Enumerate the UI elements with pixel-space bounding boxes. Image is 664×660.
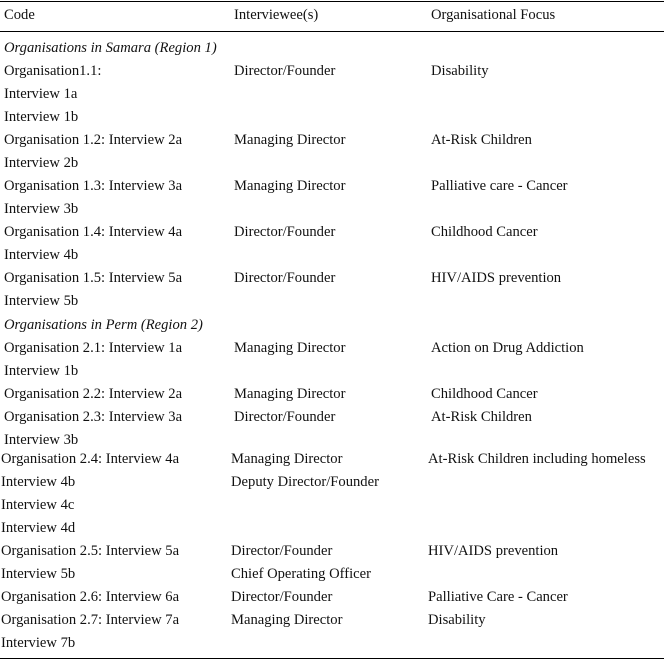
row-code: Organisation 1.5: Interview 5a — [4, 270, 183, 286]
row-interviewee: Director/Founder — [234, 224, 336, 240]
row-interviewee: Managing Director — [231, 612, 343, 628]
row-focus: At-Risk Children including homeless — [428, 451, 646, 467]
row-interviewee: Chief Operating Officer — [231, 566, 371, 582]
row-code: Interview 5b — [4, 293, 79, 309]
row-interviewee: Director/Founder — [234, 270, 336, 286]
row-code: Interview 1b — [4, 109, 79, 125]
row-code: Organisation1.1: — [4, 63, 102, 79]
table-header-rule — [0, 31, 664, 32]
section-title-perm: Organisations in Perm (Region 2) — [4, 317, 203, 333]
row-interviewee: Director/Founder — [231, 589, 333, 605]
row-focus: At-Risk Children — [431, 132, 532, 148]
row-interviewee: Deputy Director/Founder — [231, 474, 379, 490]
row-focus: Disability — [431, 63, 489, 79]
row-code: Interview 4b — [4, 247, 79, 263]
section-title-samara: Organisations in Samara (Region 1) — [4, 40, 217, 56]
row-focus: HIV/AIDS prevention — [431, 270, 562, 286]
row-focus: Childhood Cancer — [431, 224, 538, 240]
row-code: Organisation 1.4: Interview 4a — [4, 224, 183, 240]
row-interviewee: Managing Director — [234, 132, 346, 148]
row-code: Interview 3b — [4, 432, 79, 448]
row-code: Organisation 1.2: Interview 2a — [4, 132, 183, 148]
row-code: Organisation 2.1: Interview 1a — [4, 340, 183, 356]
header-interviewees: Interviewee(s) — [234, 7, 319, 23]
row-code: Organisation 2.5: Interview 5a — [1, 543, 180, 559]
row-focus: HIV/AIDS prevention — [428, 543, 559, 559]
row-code: Interview 5b — [1, 566, 76, 582]
row-interviewee: Managing Director — [234, 340, 346, 356]
row-focus: Action on Drug Addiction — [431, 340, 584, 356]
row-focus: Childhood Cancer — [431, 386, 538, 402]
row-code: Interview 4b — [1, 474, 76, 490]
row-code: Interview 1b — [4, 363, 79, 379]
header-focus: Organisational Focus — [431, 7, 556, 23]
row-code: Interview 4c — [1, 497, 75, 513]
row-interviewee: Director/Founder — [234, 409, 336, 425]
row-code: Interview 2b — [4, 155, 79, 171]
row-code: Interview 7b — [1, 635, 76, 651]
row-focus: At-Risk Children — [431, 409, 532, 425]
row-code: Organisation 2.3: Interview 3a — [4, 409, 183, 425]
row-interviewee: Managing Director — [231, 451, 343, 467]
row-code: Interview 3b — [4, 201, 79, 217]
row-interviewee: Director/Founder — [234, 63, 336, 79]
header-code: Code — [4, 7, 35, 23]
row-code: Interview 1a — [4, 86, 78, 102]
table-top-rule — [0, 1, 664, 2]
row-code: Organisation 2.6: Interview 6a — [1, 589, 180, 605]
row-focus: Disability — [428, 612, 486, 628]
row-code: Interview 4d — [1, 520, 76, 536]
row-focus: Palliative Care - Cancer — [428, 589, 568, 605]
row-code: Organisation 2.4: Interview 4a — [1, 451, 180, 467]
row-focus: Palliative care - Cancer — [431, 178, 568, 194]
row-interviewee: Managing Director — [234, 386, 346, 402]
table-bottom-rule — [0, 658, 664, 659]
row-interviewee: Director/Founder — [231, 543, 333, 559]
row-interviewee: Managing Director — [234, 178, 346, 194]
row-code: Organisation 1.3: Interview 3a — [4, 178, 183, 194]
row-code: Organisation 2.2: Interview 2a — [4, 386, 183, 402]
row-code: Organisation 2.7: Interview 7a — [1, 612, 180, 628]
